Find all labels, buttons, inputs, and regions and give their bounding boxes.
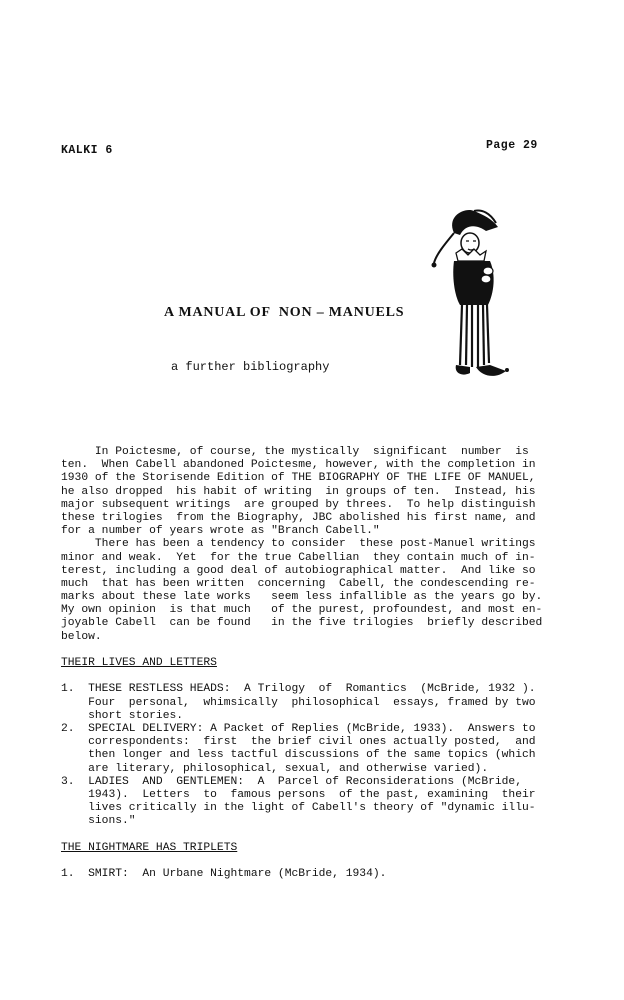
list-item-line: 1943). Letters to famous persons of the past, examining their [61, 788, 536, 801]
list-item-line: 1. THESE RESTLESS HEADS: A Trilogy of Romantics (McBride, 1932 ). [61, 683, 536, 696]
list-item-line: short stories. [61, 709, 184, 722]
paragraph-line: My own opinion is that much of the purest, profoundest, and most en- [61, 604, 543, 617]
page-number: Page 29 [486, 139, 538, 152]
article-body [61, 446, 587, 881]
list-item-line: lives critically in the light of Cabell's theory of "dynamic illu- [61, 802, 536, 815]
paragraph-line: 1930 of the Storisende Edition of THE BIOGRAPHY OF THE LIFE OF MANUEL, [61, 472, 536, 485]
article-title: A MANUAL OF NON – MANUELS [164, 305, 405, 320]
paragraph-line: ten. When Cabell abandoned Poictesme, however, with the completion in [61, 459, 536, 472]
jester-illustration [426, 205, 512, 385]
list-item-line: Four personal, whimsically philosophical essays, framed by two [61, 696, 536, 709]
paragraph-line: below. [61, 630, 102, 643]
list-item-line: 1. SMIRT: An Urbane Nightmare (McBride, 1934). [61, 868, 387, 880]
paragraph-line: In Poictesme, of course, the mystically significant number is [61, 446, 529, 458]
paragraph-line: major subsequent writings are grouped by threes. To help distinguish [61, 498, 536, 511]
paragraph-line: joyable Cabell can be found in the five trilogies briefly described [61, 617, 543, 630]
paragraph-line: There has been a tendency to consider these post-Manuel writings [61, 538, 536, 551]
section-heading: THEIR LIVES AND LETTERS [61, 657, 217, 669]
list-item-line: sions." [61, 815, 136, 828]
list-item-line: 3. LADIES AND GENTLEMEN: A Parcel of Reconsiderations (McBride, [61, 775, 522, 788]
paragraph-line: terest, including a good deal of autobiographical matter. And like so [61, 564, 536, 577]
list-item-line: 2. SPECIAL DELIVERY: A Packet of Replies (McBride, 1933). Answers to [61, 722, 536, 735]
list-item-line: then longer and less tactful discussions of the same topics (which [61, 749, 536, 762]
list-item-line: correspondents: first the brief civil ones actually posted, and [61, 736, 536, 749]
paragraph-line: minor and weak. Yet for the true Cabellian they contain much of in- [61, 551, 536, 564]
paragraph-line: these trilogies from the Biography, JBC abolished his first name, and [61, 511, 536, 524]
paragraph-line: he also dropped his habit of writing in groups of ten. Instead, his [61, 485, 536, 498]
section-heading: THE NIGHTMARE HAS TRIPLETS [61, 841, 238, 854]
paragraph-line: marks about these late works seem less infallible as the years go by. [61, 591, 543, 604]
paragraph-line: much that has been written concerning Cabell, the condescending re- [61, 577, 536, 590]
journal-title: KALKI 6 [61, 144, 113, 157]
paragraph-line: for a number of years wrote as "Branch Cabell." [61, 525, 380, 538]
list-item-line: are literary, philosophical, sexual, and otherwise varied). [61, 762, 489, 775]
article-subtitle: a further bibliography [171, 360, 330, 374]
